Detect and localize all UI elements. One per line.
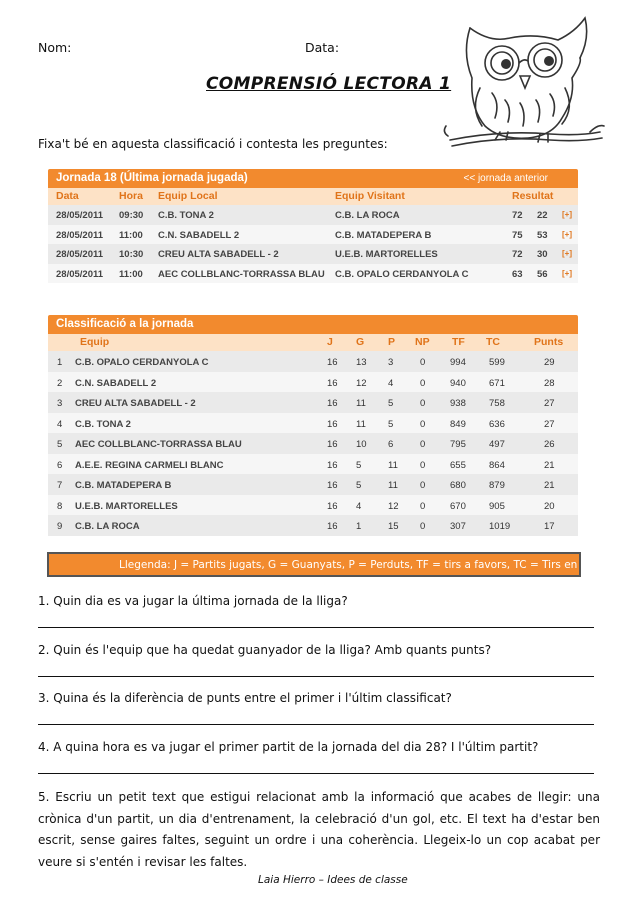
question-2: 2. Quin és l'equip que ha quedat guanyador de la lliga? Amb quants punts?: [38, 643, 492, 657]
match-date: 28/05/2011: [56, 249, 104, 260]
table-row: [48, 433, 578, 454]
question-4: 4. A quina hora es va jugar el primer partit de la jornada del dia 28? I l'últim partit?: [38, 740, 539, 754]
points: 20: [544, 500, 555, 512]
points-against: 1019: [489, 521, 511, 532]
lost: 12: [388, 500, 399, 512]
points-for: 655: [450, 459, 466, 471]
col-team: Equip: [80, 336, 110, 348]
points: 17: [544, 521, 555, 532]
team-name: C.B. LA ROCA: [75, 521, 140, 532]
position: 6: [57, 459, 63, 471]
standings-header: [48, 334, 578, 351]
match-date: 28/05/2011: [56, 268, 104, 280]
lost: 5: [388, 398, 394, 409]
away-team: C.B. MATADEPERA B: [335, 229, 432, 241]
team-name: AEC COLLBLANC-TORRASSA BLAU: [75, 439, 242, 450]
not-played: 0: [420, 480, 426, 491]
position: 1: [57, 357, 63, 368]
team-name: C.B. TONA 2: [75, 418, 131, 430]
results-table: [48, 169, 578, 283]
home-team: C.B. TONA 2: [158, 210, 214, 221]
played: 16: [327, 357, 338, 368]
lost: 11: [388, 459, 398, 471]
home-score: 75: [512, 229, 523, 241]
home-team: CREU ALTA SABADELL - 2: [158, 249, 279, 260]
points-against: 905: [489, 500, 505, 512]
table-row: [48, 474, 578, 495]
col-tf: TF: [452, 336, 465, 348]
away-team: U.E.B. MARTORELLES: [335, 249, 438, 260]
match-time: 11:00: [119, 229, 143, 241]
intro-text: Fixa't bé en aquesta classificació i contesta les preguntes:: [38, 137, 388, 151]
not-played: 0: [420, 439, 426, 450]
points-against: 497: [489, 439, 505, 450]
played: 16: [327, 521, 338, 532]
page-title: COMPRENSIÓ LECTORA 1: [206, 74, 452, 94]
not-played: 0: [420, 418, 426, 430]
team-name: C.B. OPALO CERDANYOLA C: [75, 357, 209, 368]
away-team: C.B. OPALO CERDANYOLA C: [335, 268, 469, 280]
points: 28: [544, 377, 555, 389]
col-away: Equip Visitant: [335, 190, 405, 202]
table-row: [48, 205, 578, 225]
team-name: C.N. SABADELL 2: [75, 377, 157, 389]
col-time: Hora: [119, 190, 143, 202]
points-for: 680: [450, 480, 466, 491]
team-name: CREU ALTA SABADELL - 2: [75, 398, 196, 409]
standings-title: Classificació a la jornada: [56, 318, 194, 330]
standings-bar: [48, 315, 578, 334]
footer-credit: Laia Hierro – Idees de classe: [258, 874, 408, 886]
legend-text: Llegenda: J = Partits jugats, G = Guanyats, P = Perduts, TF = tirs a favors, TC = Tirs en contra.: [119, 559, 618, 571]
match-time: 10:30: [119, 249, 144, 260]
table-row: [48, 454, 578, 475]
col-np: NP: [415, 336, 430, 348]
home-score: 72: [512, 249, 523, 260]
results-header: [48, 188, 578, 205]
team-name: C.B. MATADEPERA B: [75, 480, 172, 491]
home-score: 63: [512, 268, 523, 280]
played: 16: [327, 459, 338, 471]
details-link[interactable]: [+]: [562, 229, 572, 239]
position: 4: [57, 418, 63, 430]
played: 16: [327, 500, 338, 512]
col-j: J: [327, 336, 333, 348]
lost: 4: [388, 377, 394, 389]
points: 27: [544, 398, 555, 409]
date-label: Data:: [305, 40, 340, 55]
points-for: 938: [450, 398, 466, 409]
won: 12: [356, 377, 367, 389]
legend-box: [47, 552, 618, 577]
won: 10: [356, 439, 367, 450]
points-for: 670: [450, 500, 466, 512]
won: 11: [356, 398, 366, 409]
col-g: G: [356, 336, 365, 348]
played: 16: [327, 418, 338, 430]
team-name: U.E.B. MARTORELLES: [75, 500, 178, 512]
not-played: 0: [420, 398, 426, 409]
col-p: P: [388, 336, 396, 348]
points-against: 599: [489, 357, 505, 368]
match-time: 09:30: [119, 210, 144, 221]
table-row: [48, 495, 578, 516]
match-time: 11:00: [119, 268, 143, 280]
played: 16: [327, 377, 338, 389]
col-home: Equip Local: [158, 190, 218, 202]
played: 16: [327, 480, 338, 491]
points-for: 795: [450, 439, 466, 450]
standings-table: [48, 315, 578, 536]
points-against: 879: [489, 480, 505, 491]
lost: 3: [388, 357, 394, 368]
col-points: Punts: [534, 336, 564, 348]
question-1: 1. Quin dia es va jugar la última jornada de la lliga?: [38, 594, 348, 608]
not-played: 0: [420, 357, 426, 368]
position: 3: [57, 398, 63, 409]
home-team: AEC COLLBLANC-TORRASSA BLAU: [158, 268, 325, 280]
lost: 11: [388, 480, 398, 491]
col-date: Data: [56, 190, 79, 202]
not-played: 0: [420, 377, 426, 389]
won: 1: [356, 521, 362, 532]
answer-line-1[interactable]: [38, 627, 594, 628]
won: 4: [356, 500, 362, 512]
away-score: 30: [537, 249, 548, 260]
match-date: 28/05/2011: [56, 229, 104, 241]
played: 16: [327, 398, 338, 409]
won: 5: [356, 459, 362, 471]
table-row: [48, 515, 578, 536]
home-team: C.N. SABADELL 2: [158, 229, 240, 241]
points-against: 864: [489, 459, 505, 471]
lost: 5: [388, 418, 394, 430]
points-against: 758: [489, 398, 505, 409]
results-bar: [48, 169, 578, 188]
away-score: 56: [537, 268, 548, 280]
points: 29: [544, 357, 555, 368]
position: 7: [57, 480, 63, 491]
position: 5: [57, 439, 63, 450]
away-score: 22: [537, 210, 548, 221]
details-link[interactable]: [+]: [562, 210, 572, 219]
owl-illustration: [440, 8, 608, 158]
team-name: A.E.E. REGINA CARMELI BLANC: [75, 459, 224, 471]
details-link[interactable]: [+]: [562, 268, 572, 278]
details-link[interactable]: [+]: [562, 249, 572, 258]
points-for: 994: [450, 357, 466, 368]
answer-line-3[interactable]: [38, 724, 594, 725]
table-row: [48, 264, 578, 284]
table-row: [48, 372, 578, 393]
table-row: [48, 413, 578, 434]
lost: 6: [388, 439, 394, 450]
col-tc: TC: [486, 336, 500, 348]
points-for: 307: [450, 521, 466, 532]
col-result: Resultat: [512, 190, 554, 202]
answer-line-4[interactable]: [38, 773, 594, 774]
not-played: 0: [420, 459, 426, 471]
question-3: 3. Quina és la diferència de punts entre el primer i l'últim classificat?: [38, 691, 452, 705]
points-against: 636: [489, 418, 505, 430]
table-row: [48, 392, 578, 413]
question-5: 5. Escriu un petit text que estigui relacionat amb la informació que acabes de llegir: una crònica d'un partit, un dia d'entrenament, la celebració d'un gol, etc. El text ha d'estar ben escrit, sense gaires faltes, seguint un ordre i una coherència. Llegeix-lo un cop acabat per veure si s'entén i revisar les faltes.: [38, 790, 600, 869]
points-against: 671: [489, 377, 505, 389]
points: 26: [544, 439, 555, 450]
points-for: 940: [450, 377, 466, 389]
position: 8: [57, 500, 63, 512]
table-row: [48, 225, 578, 245]
points-for: 849: [450, 418, 466, 430]
not-played: 0: [420, 500, 426, 512]
points: 27: [544, 418, 555, 430]
table-row: [48, 351, 578, 372]
position: 2: [57, 377, 63, 389]
won: 11: [356, 418, 366, 430]
won: 13: [356, 357, 367, 368]
won: 5: [356, 480, 362, 491]
played: 16: [327, 439, 338, 450]
table-row: [48, 244, 578, 264]
not-played: 0: [420, 521, 426, 532]
match-date: 28/05/2011: [56, 210, 104, 221]
points: 21: [544, 480, 555, 491]
points: 21: [544, 459, 555, 471]
away-score: 53: [537, 229, 548, 241]
previous-round-link[interactable]: << jornada anterior: [463, 173, 548, 184]
home-score: 72: [512, 210, 523, 221]
position: 9: [57, 521, 63, 532]
answer-line-2[interactable]: [38, 676, 594, 677]
lost: 15: [388, 521, 399, 532]
away-team: C.B. LA ROCA: [335, 210, 400, 221]
results-title: Jornada 18 (Última jornada jugada): [56, 172, 248, 184]
name-label: Nom:: [38, 40, 72, 55]
